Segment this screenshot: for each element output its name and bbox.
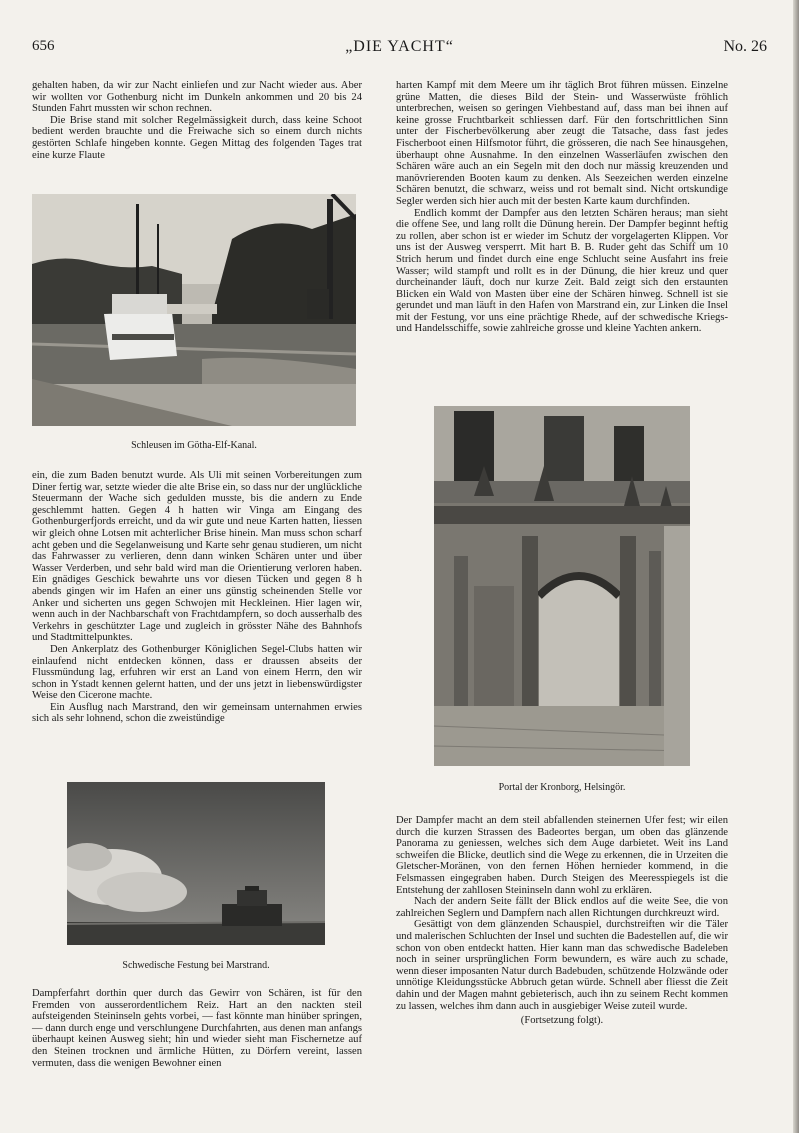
paragraph: Ein Ausflug nach Marstrand, den wir gemeinsam unternahmen erwies sich als sehr lohnend, schon die zweistündige: [32, 701, 362, 725]
right-column-top: [396, 80, 728, 335]
page-number: 656: [32, 38, 55, 54]
right-column-bottom: [396, 815, 728, 1027]
photo-kronborg-portal: [434, 406, 690, 766]
page-edge-shadow: [793, 0, 799, 1133]
journal-title: „DIE YACHT“: [345, 38, 454, 55]
paragraph: Die Brise stand mit solcher Regelmässigkeit durch, dass keine Schoot bedient werden brauchte und die Freiwache sich so einem durch nichts gestörten Schlafe hingeben konnte. Gegen Mittag des folgenden Tages trat eine kurze Flaute: [32, 114, 362, 161]
left-column-middle: [32, 470, 362, 725]
continuation-note: (Fortsetzung folgt).: [520, 1015, 604, 1027]
figure-caption: Portal der Kronborg, Helsingör.: [498, 782, 626, 793]
paragraph: Dampferfahrt dorthin quer durch das Gewirr von Schären, ist für den Fremden von ausserordentlichem Reiz. Hart an den nackten steil aufsteigenden Steininseln gehts vorbei, — fast könnte man hinüber springen, — dann durch enge und verschlungene Durchfahrten, aus denen man anfangs überhaupt keinen Ausweg sieht; hin und wieder sieht man Fischernetze auf den Steinen trocknen und ärmliche Hütten, zu Dörfern vereint, lassen vermuten, dass die wenigen Bewohner einen: [32, 988, 362, 1069]
running-header: [32, 38, 767, 58]
figure-caption: Schwedische Festung bei Marstrand.: [122, 960, 270, 971]
paragraph: Nach der andern Seite fällt der Blick endlos auf die weite See, die von zahlreichen Seglern und Dampfern nach allen Richtungen durchkreuzt wird.: [396, 896, 728, 919]
photo-fortress-marstrand: [67, 782, 325, 945]
paragraph: gehalten haben, da wir zur Nacht einliefen und zur Nacht wieder aus. Aber wir wollten vor Gothenburg nicht im Dunkeln ankommen und 20 bis 24 Stunden Fahrt mussten wir schon rechnen.: [32, 80, 362, 115]
left-column-top: [32, 80, 362, 161]
paragraph: harten Kampf mit dem Meere um ihr täglich Brot führen müssen. Einzelne grüne Matten, die dieses Bild der Stein- und Wasserwüste fröhlich unterbrechen, weisen so geringen Viehbestand auf, dass man bei ihnen auf keine grosse Fruchtbarkeit schliessen darf. Für den fortschrittlichen Sinn unter der Fischerbevölkerung aber zeugt die Tatsache, dass fast jedes Fischerboot einen Hilfsmotor führt, die grösseren, die nach See hinausgehen, überhaupt ohne Ausnahme. In den einzelnen Wasserläufen zwischen den Schären wäre auch an ein Segeln mit den doch nur mässig kreuzenden und manövrierenden Booten kaum zu denken. Als Seezeichen werden einzelne Schären benutzt, die schwarz, weiss und rot bemalt sind. Nicht ortskundige Segler werden sich hier auch mit der besten Karte kaum durchfinden.: [396, 80, 728, 207]
paragraph: Endlich kommt der Dampfer aus den letzten Schären heraus; man sieht die offene See, und lang rollt die Dünung herein. Der Dampfer beginnt heftig zu rollen, aber schon ist er wieder im Schutz der vorgelagerten Klippen. Vor uns ist der Ausweg versperrt. Mit hart B. B. Ruder geht das Schiff um 10 Strich herum und findet durch eine enge Schlucht seine Ausfahrt ins freie Wasser; wild stampft und rollt es in der Dünung, die hier kreuz und quer durcheinander läuft, doch nur kurze Zeit. Bald zeigt sich den erstaunten Blicken ein Wald von Masten über eine der Schären hinweg. Schnell ist sie gerundet und man läuft in den Hafen von Marstrand ein, zur Linken die Insel mit der Festung, vor uns eine prächtige Rhede, auf der schwedische Kriegs- und Handelsschiffe, sowie zahlreiche grosse und kleine Yachten ankern.: [396, 207, 728, 335]
paragraph: ein, die zum Baden benutzt wurde. Als Uli mit seinen Vorbereitungen zum Diner fertig war, setzte wieder die alte Brise ein, so dass nur der unglückliche Steuermann der Wache sich gedulden musste, bis die andern zu Ende geschlemmt hatten. Gegen 4 h hatten wir Vinga am Eingang des Gothenburgerfjords erreicht, und da wir gute und neue Karten hatten, liessen wir gleich ohne Lotsen mit achterlicher Brise hinein. Man muss schon scharf acht geben und die Segelanweisung und Karte sehr genau studieren, um nicht das Fahrwasser zu verlieren, denn dann winken Schären unter und über Wasser Verderben, und sehr bald wird man die Orientierung verloren haben. Ein gnädiges Geschick bewahrte uns vor diesen Tücken und gegen 8 h abends gingen wir im Hafen an einer uns günstig scheinenden Stelle vor Anker und sicherten uns gegen Schwojen mit Heckleinen. Hier lagen wir, wenn auch in der Nachbarschaft von Frachtdampfern, so doch ausserhalb des Verkehrs in geschützter Lage und zugleich in grösster Nähe des Bahnhofs und Stadtmittelpunktes.: [32, 470, 362, 644]
paragraph: Den Ankerplatz des Gothenburger Königlichen Segel-Clubs hatten wir einlaufend nicht entdecken können, dass er draussen abseits der Flussmündung lag, erfuhren wir erst an Land von einem Herrn, den wir schon in Ystadt kennen gelernt hatten, und der uns jetzt in liebenswürdigster Weise den Cicerone machte.: [32, 643, 362, 702]
figure-caption: Schleusen im Götha-Elf-Kanal.: [131, 440, 257, 451]
paragraph: Gesättigt von dem glänzenden Schauspiel, durchstreiften wir die Täler und malerischen Schluchten der Insel und suchten die Badestellen auf, die wir schon von oben entdeckt hatten. Hier kann man das schwedische Badeleben noch in seiner ursprünglichen Form bewundern, es wäre auch zu schade, wenn dieser imposanten Natur durch Badebuden, schützende Holzwände oder unnötige Kleidungsstücke Abbruch getan würde. Schnell aber fliesst die Zeit dahin und der Magen mahnt gebieterisch, auch ihn zu seinem Recht kommen zu lassen, welches ihm dann auch in ausgiebiger Weise zuteil wurde.: [396, 919, 728, 1012]
issue-number: No. 26: [723, 38, 767, 55]
photo-canal-lock: [32, 194, 356, 426]
left-column-bottom: [32, 988, 362, 1069]
paragraph: Der Dampfer macht an dem steil abfallenden steinernen Ufer fest; wir eilen durch die kurzen Strassen des Badeortes bergan, um oben das glänzende Panorama zu geniessen, welches sich dem Auge darbietet. Weit ins Land schweifen die Blicke, deutlich sind die Wege zu erkennen, die in Urzeiten die Gletscher-Moränen, von den fernen Höhen hernieder kommend, in die Felsmassen eingegraben haben. Durch Steigen des Meeresspiegels ist die Entstehung der zahllosen Steininseln dann wohl zu erklären.: [396, 815, 728, 896]
